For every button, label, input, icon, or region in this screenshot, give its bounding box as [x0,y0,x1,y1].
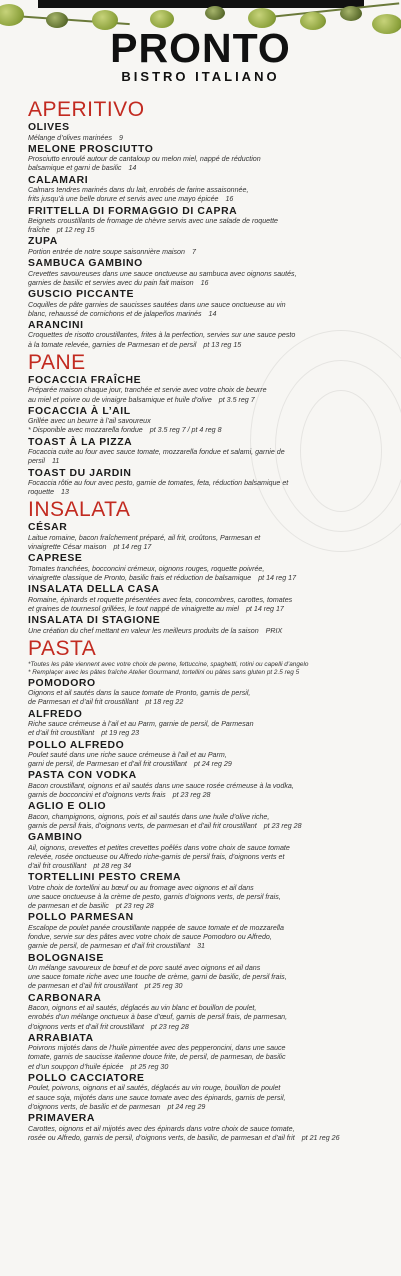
menu-item-description: Carottes, oignons et ail mijotés avec des épinards dans votre choix de sauce tomate, [28,1124,295,1133]
menu-item [28,740,378,770]
menu-item-description: Portion entrée de notre soupe saisonnière maison 7 [28,247,196,256]
menu-item-description: Bacon, oignons et ail sautés, déglacés au vin blanc et bouillon de poulet, [28,1004,257,1013]
menu-item-price: 13 [61,488,69,497]
menu-item [28,584,378,614]
menu-item-name: SAMBUCA GAMBINO [28,258,143,270]
menu-item-name: GUSCIO PICCANTE [28,289,134,301]
menu-item-description: Crevettes savoureuses dans une sauce onctueuse au sambuca avec oignons sautés, [28,269,297,278]
menu-item-name: TOAST DU JARDIN [28,467,132,479]
menu-item-description: garnis de bocconcini et d’oignons verts frais pt 23 reg 28 [28,791,211,800]
menu-item [28,175,378,205]
section-title: APERITIVO [28,98,145,121]
menu-item-description: Croquettes de risotto croustillantes, frites à la perfection, servies sur une sauce pesto [28,331,296,340]
menu-section-pasta [28,637,378,1143]
menu-section-aperitivo [28,98,378,350]
menu-item [28,1033,378,1072]
brand-tagline: BISTRO ITALIANO [121,69,280,84]
menu-item-description: Poulet, poivrons, oignons et ail sautés, déglacés au vin rouge, bouillon de poulet [28,1084,281,1093]
menu-item-name: BOLOGNAISE [28,952,104,964]
menu-item-price: pt 3.5 reg 7 [218,395,255,404]
menu-item-name: POMODORO [28,677,96,689]
menu-item [28,122,378,143]
menu-item-description: Ail, oignons, crevettes et petites crevettes poêlés dans votre choix de sauce tomate [28,843,290,852]
menu-item-name: INSALATA DELLA CASA [28,584,160,596]
menu-item-description: roquette 13 [28,488,69,497]
menu-item-description: de parmesan et de basilic pt 23 reg 28 [28,902,154,911]
menu-item-name: ALFREDO [28,708,83,720]
menu-item-description: Escalope de poulet panée croustillante nappée de sauce tomate et de mozzarella [28,923,284,932]
menu-item-price: PRIX [265,626,283,635]
menu-item-price: 16 [225,195,234,204]
section-note: *Toutes les pâte viennent avec votre choix de penne, fettuccine, spaghetti, rotini ou capelli d’angelo [28,660,309,668]
section-title: PANE [28,350,86,374]
menu-item [28,1113,378,1143]
menu-item-name: TORTELLINI PESTO CREMA [28,872,182,884]
menu-item-name: FRITTELLA DI FORMAGGIO DI CAPRA [28,205,238,217]
menu-item-price: pt 14 reg 17 [245,604,284,613]
menu-item-description: fraîche pt 12 reg 15 [28,226,95,235]
menu-item-price: pt 14 reg 17 [113,543,152,552]
menu-item-description: Une création du chef mettant en valeur les meilleurs produits de la saison PRIX [28,626,283,635]
menu-item [28,258,378,288]
menu-item-name: GAMBINO [28,832,83,844]
menu-item-description: persil 11 [28,457,60,466]
menu-item-description: d’oignons verts et d’ail frit croustillant pt 23 reg 28 [28,1022,189,1031]
menu-item-price: pt 25 reg 30 [144,982,183,991]
menu-item-price: pt 13 reg 15 [203,340,242,349]
menu-item-description: Poivrons mijotés dans de l’huile pimentée avec des pepperoncini, dans une sauce [28,1044,286,1053]
menu-item-description: Préparée maison chaque jour, tranchée et servie avec votre choix de beurre [28,386,267,395]
menu-item-description: Tomates tranchées, bocconcini crémeux, oignons rouges, roquette poivrée, [28,564,265,573]
menu-item-price: pt 18 reg 22 [145,698,184,707]
menu-item-price: pt 28 reg 34 [93,862,132,871]
menu-item-description: Beignets croustillants de fromage de chèvre servis avec une salade de roquette [28,217,279,226]
menu-item-name: POLLO PARMESAN [28,912,134,924]
menu-item-price: pt 23 reg 28 [263,822,302,831]
menu-item-name: POLLO ALFREDO [28,739,125,751]
menu-item-description: vinaigrette classique de Pronto, basilic frais et réduction de balsamique pt 14 reg 17 [28,574,297,583]
menu-item-description: Calmars tendres marinés dans du lait, enrobés de farine assaisonnée, [28,186,249,195]
menu-item-price: 7 [191,247,196,256]
menu-item [28,770,378,800]
menu-item [28,375,378,405]
menu-item-description: tomate, garnis de saucisse italienne douce frite, de persil, de parmesan, de basilic [28,1053,286,1062]
menu-item-description: et sauce soja, mijotés dans une sauce tomate avec des épinards, garnis de persil, [28,1093,286,1102]
menu-item [28,1073,378,1112]
menu-item-price: 11 [51,457,60,466]
menu-item [28,406,378,436]
menu-item [28,709,378,739]
menu-item-price: 14 [128,164,137,173]
menu-item-name: CALAMARI [28,174,89,186]
menu-item-name: FOCACCIA À L’AIL [28,405,131,417]
menu-item-description: et d’un soupçon d’huile épicée pt 25 reg 30 [28,1062,169,1071]
menu-item-name: MELONE PROSCIUTTO [28,143,154,155]
menu-item-description: Coquilles de pâte garnies de saucisses sautées dans une sauce onctueuse au vin [28,300,286,309]
menu-item-description: frits jusqu’à une belle dorure et servis avec une mayo épicée 16 [28,195,234,204]
menu-content [28,98,378,1144]
menu-item-price: 9 [119,133,123,142]
menu-item-name: PRIMAVERA [28,1113,95,1124]
menu-item-name: CAPRESE [28,553,83,565]
menu-item-price: 31 [197,942,205,951]
menu-item-description: Mélange d’olives marinées 9 [28,133,123,142]
menu-item [28,468,378,498]
menu-item-name: INSALATA DI STAGIONE [28,615,161,627]
menu-item-price: pt 24 reg 29 [193,760,232,769]
menu-item-name: PASTA CON VODKA [28,770,137,782]
menu-item-name: FOCACCIA FRAÎCHE [28,374,142,386]
menu-item-name: ZUPA [28,236,58,248]
menu-item [28,832,378,871]
menu-item-name: POLLO CACCIATORE [28,1072,145,1084]
section-note: * Remplaçer avec les pâtes fraîche Atelier Gourmand, tortellini ou pâtes sans gluten pt 2.5 reg 5 [28,669,300,677]
menu-item-name: CARBONARA [28,992,102,1004]
menu-item-description: Prosciutto enroulé autour de cantaloup ou melon miel, nappé de réduction [28,155,261,164]
menu-item-description: Bacon, champignons, oignons, pois et ail sautés dans une huile d’olive riche, [28,812,270,821]
menu-item-price: pt 23 reg 28 [172,791,211,800]
menu-item [28,801,378,831]
menu-item [28,912,378,951]
menu-item-description: Riche sauce crémeuse à l’ail et au Parm, garnie de persil, de Parmesan [28,720,254,729]
menu-item-description: Focaccia rôtie au four avec pesto, garnie de tomates, feta, réduction balsamique et [28,479,289,488]
menu-item-name: CÉSAR [28,522,68,534]
menu-item-description: vinaigrette César maison pt 14 reg 17 [28,543,152,552]
menu-item-description: Laitue romaine, bacon fraîchement préparé, ail frit, croûtons, Parmesan et [28,533,261,542]
menu-item-description: Poulet sauté dans une riche sauce crémeuse à l’ail et au Parm, [28,751,227,760]
menu-item [28,993,378,1032]
menu-item [28,236,378,257]
menu-item-description: garnis de persil frais, d’oignons verts, de parmesan et d’ail frit croustillant pt 23 reg 28 [28,822,302,831]
section-title: INSALATA [28,498,131,522]
menu-item [28,615,378,636]
menu-item-description: garni de persil, de Parmesan et d’ail frit croustillant pt 24 reg 29 [28,760,232,769]
menu-item-description: Grillée avec un beurre à l’ail savoureux [28,417,151,426]
menu-item-name: TOAST À LA PIZZA [28,436,133,448]
menu-section-insalata [28,498,378,635]
menu-item-description: relevée, rosée onctueuse ou Alfredo riche-garnis de persil frais, d’oignons verts et [28,852,285,861]
menu-item-price: pt 12 reg 15 [56,226,95,235]
menu-item-description: enrobés d’un mélange onctueux à base d’œuf, garnis de persil frais, de parmesan, [28,1013,288,1022]
menu-item-description: d’oignons verts, de basilic et de parmesan pt 24 reg 29 [28,1102,206,1111]
brand-name: PRONTO [110,25,291,71]
menu-item-name: OLIVES [28,122,70,133]
menu-item-description: à la tomate relevée, garnies de Parmesan et de persil pt 13 reg 15 [28,340,242,349]
menu-item [28,144,378,174]
menu-item-description: blanc, rehaussé de cornichons et de jalapeños marinés 14 [28,309,217,318]
menu-item [28,437,378,467]
menu-item-description: Romaine, épinards et roquette présentées avec feta, concombres, carottes, tomates [28,595,293,604]
menu-item [28,953,378,992]
restaurant-logo [0,26,401,84]
menu-item-description: garnie de persil, de parmesan et d’ail frit croustillant 31 [28,942,205,951]
menu-item-description: Focaccia cuite au four avec sauce tomate, mozzarella fondue et salami, garnie de [28,448,285,457]
menu-item-description: et graines de tournesol grillées, le tout nappé de vinaigrette au miel pt 14 reg 17 [28,604,284,613]
menu-item [28,553,378,583]
section-title: PASTA [28,636,97,660]
menu-item-price: pt 19 reg 23 [101,729,140,738]
menu-item [28,206,378,236]
menu-item-description: * Disponible avec mozzarella fondue pt 3.5 reg 7 / pt 4 reg 8 [28,426,222,435]
menu-item-name: AGLIO E OLIO [28,801,107,813]
menu-item-description: une sauce tomate riche avec une touche de crème, garni de basilic, de persil frais, [28,973,287,982]
menu-item-price: 16 [200,278,209,287]
menu-item-description: rosée ou Alfredo, garnis de persil, d’oignons verts, de basilic, de parmesan et d’ail frit pt 21 reg 26 [28,1133,340,1142]
menu-item-price: pt 25 reg 30 [130,1062,169,1071]
menu-item [28,289,378,319]
menu-item-description: Votre choix de tortellini au bœuf ou au fromage avec oignons et ail dans [28,883,254,892]
menu-item-price: 14 [208,309,217,318]
menu-item-description: balsamique et garni de basilic 14 [28,164,137,173]
menu-item-description: garnies de basilic et servies avec du pain fait maison 16 [28,278,209,287]
menu-item [28,522,378,552]
menu-item-price: pt 24 reg 29 [167,1102,206,1111]
menu-item-price: pt 21 reg 26 [301,1133,340,1142]
menu-item-price: pt 23 reg 28 [115,902,154,911]
menu-item-description: d’ail frit croustillant pt 28 reg 34 [28,862,132,871]
menu-item-description: de parmesan et d’ail frit croustillant pt 25 reg 30 [28,982,183,991]
menu-item [28,678,378,708]
menu-item-name: ARRABIATA [28,1032,94,1044]
menu-item-name: ARANCINI [28,319,84,331]
menu-item-description: au miel et poivre ou de vinaigre balsamique et huile d’olive pt 3.5 reg 7 [28,395,255,404]
menu-section-pane [28,351,378,498]
menu-item-description: et d’ail frit croustillant pt 19 reg 23 [28,729,140,738]
menu-item-price: pt 23 reg 28 [150,1022,189,1031]
menu-item [28,872,378,911]
menu-item-description: une sauce onctueuse à la crème de pesto, garnis d’oignons verts, de persil frais, [28,893,281,902]
menu-item-description: Un mélange savoureux de bœuf et de porc sauté avec oignons et ail dans [28,964,261,973]
menu-item-description: de Parmesan et d’ail frit croustillant pt 18 reg 22 [28,698,184,707]
menu-item-description: fondue, servie sur des pâtes avec votre choix de sauce Pomodoro ou Alfredo, [28,933,272,942]
menu-item-price: pt 3.5 reg 7 / pt 4 reg 8 [149,426,222,435]
menu-item-description: Bacon croustillant, oignons et ail sautés dans une sauce rosée crémeuse à la vodka, [28,781,294,790]
top-banner-bar [38,0,364,8]
menu-item-price: pt 14 reg 17 [258,574,297,583]
menu-item [28,320,378,350]
menu-item-description: Oignons et ail sautés dans la sauce tomate de Pronto, garnis de persil, [28,689,251,698]
